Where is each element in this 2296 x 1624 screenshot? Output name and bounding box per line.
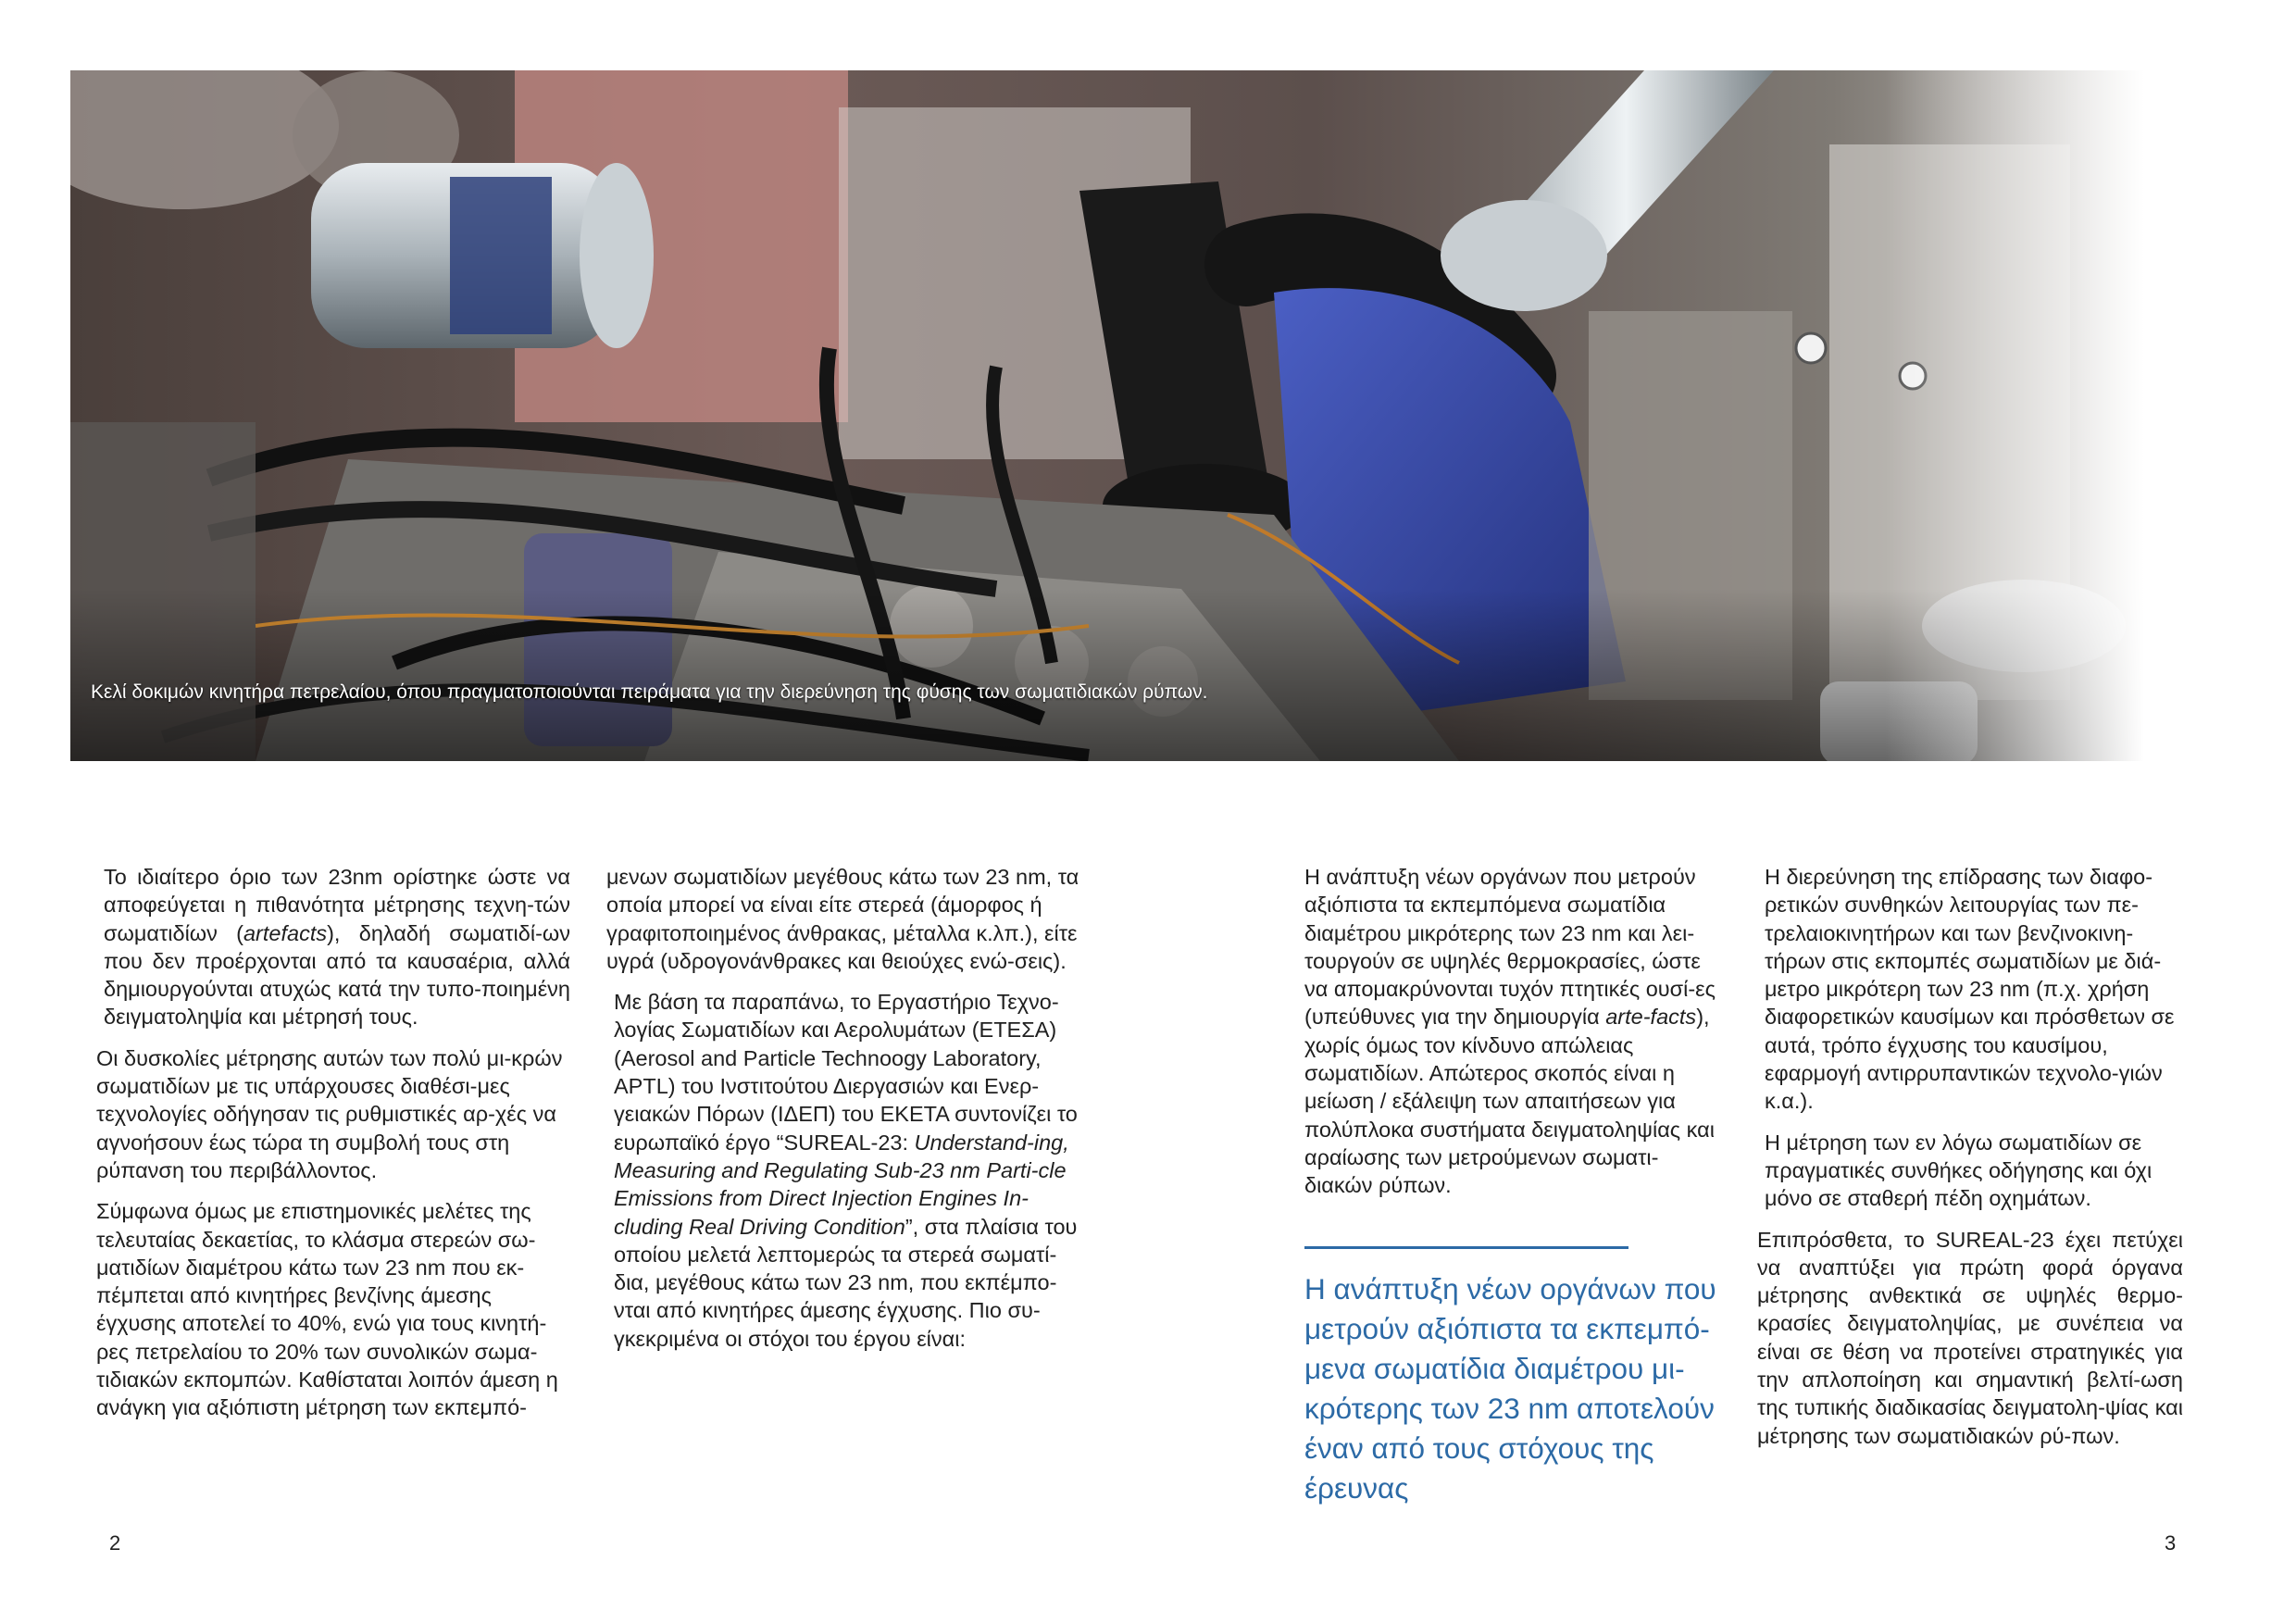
col2-p2-text-end: ”, στα πλαίσια του οποίου μελετά λεπτομερώς τα στερεά σωματί-δια, μεγέθους κάτω των 23 nm, που εκπέμπο-νται από κινητήρες άμεσης έγχυσης. Πιο συ-γκεκριμένα οι στόχοι του έργου είναι:	[614, 1214, 1078, 1351]
engine-photo-illustration	[70, 70, 2144, 761]
col4-paragraph-3: Επιπρόσθετα, το SUREAL-23 έχει πετύχει να αναπτύξει για πρώτη φορά όργανα μέτρησης ανθεκτικά σε υψηλές θερμο-κρασίες δειγματοληψίας, με συνέπεια να είναι σε θέση να προτείνει στρατηγικές για την απλοποίηση και σημαντική βελτί-ωση της τυπικής διαδικασίας δειγματολη-ψίας και μέτρησης των σωματιδιακών ρύ-πων.	[1757, 1227, 2183, 1448]
left-page-column-1	[96, 863, 570, 1435]
col1-paragraph-3: Σύμφωνα όμως με επιστημονικές μελέτες της τελευταίας δεκαετίας, το κλάσμα στερεών σω-ματιδίων διαμέτρου κάτω των 23 nm που εκ-πέμπεται από κινητήρες βενζίνης άμεσης έγχυσης αποτελεί το 40%, ενώ για τους κινητή-ρες πετρελαίου το 20% των συνολικών σωμα-τιδιακών εκπομπών. Καθίσταται λοιπόν άμεση η ανάγκη για αξιόπιστη μέτρηση των εκπεμπό-	[96, 1199, 558, 1420]
col3-p1-text: Η ανάπτυξη νέων οργάνων που μετρούν αξιόπιστα τα εκπεμπόμενα σωματίδια διαμέτρου μικρότερης των 23 nm και λει-τουργούν σε υψηλές θερμοκρασίες, ώστε να απομακρύνονται τυχόν πτητικές ουσί-ες (υπεύθυνες για την δημιουργία	[1304, 865, 1716, 1030]
pullquote-rule	[1304, 1246, 1628, 1249]
page-number-right: 3	[2165, 1531, 2177, 1555]
col2-p2-text: Με βάση τα παραπάνω, το Εργαστήριο Τεχνο-λογίας Σωματιδίων και Αερολυμάτων (ΕΤΕΣΑ) (Aerosol and Particle Technoogy Laboratory, APTL) του Ινστιτούτου Διεργασιών και Ενερ-γειακών Πόρων (ΙΔΕΠ) του ΕΚΕΤΑ συντονίζει το ευρωπαϊκό έργο “SUREAL-23:	[614, 990, 1078, 1155]
col3-p1-emphasis: arte-facts	[1605, 1005, 1697, 1030]
col4-paragraph-2: Η μέτρηση των εν λόγω σωματιδίων σε πραγματικές συνθήκες οδήγησης και όχι μόνο σε σταθερή πέδη οχημάτων.	[1765, 1130, 2152, 1211]
page-number-left: 2	[109, 1531, 121, 1555]
col3-paragraph-1	[1304, 863, 1721, 1200]
col4-paragraph-1: Η διερεύνηση της επίδρασης των διαφο-ρετικών συνθηκών λειτουργίας των πε-τρελαιοκινητήρων και των βενζινοκινη-τήρων στις εκπομπές σωματιδίων με διά-μετρο μικρότερη των 23 nm (π.χ. χρήση διαφορετικών καυσίμων και πρόσθετων σε αυτά, τρόπο έγχυσης του καυσίμου, εφαρμογή αντιρρυπαντικών τεχνολο-γιών κ.α.).	[1765, 865, 2175, 1114]
right-page-column-1	[1304, 863, 1721, 1508]
col1-p1-text: Το ιδιαίτερο όριο των 23nm ορίστηκε ώστε να αποφεύγεται η πιθανότητα μέτρησης τεχνη-τών σωματιδίων (	[104, 865, 570, 945]
col2-paragraph-1: μενων σωματιδίων μεγέθους κάτω των 23 nm, τα οποία μπορεί να είναι είτε στερεά (άμορφος ή γραφιτοποιημένος άνθρακας, μέταλλα κ.λπ.), είτε υγρά (υδρογονάνθρακες και θειούχες ενώ-σεις).	[606, 865, 1079, 973]
right-page-column-2	[1757, 863, 2183, 1463]
col2-p2-project-title: Understand-ing, Measuring and Regulating Sub-23 nm Parti-cle Emissions from Direct Injection Engines In-cluding Real Driving Condition	[614, 1130, 1069, 1239]
left-page-column-2	[606, 863, 1080, 1366]
col1-paragraph-2: Οι δυσκολίες μέτρησης αυτών των πολύ μι-κρών σωματιδίων με τις υπάρχουσες διαθέσι-μες τεχνολογίες οδήγησαν τις ρυθμιστικές αρ-χές να αγνοήσουν έως τώρα τη συμβολή τους στη ρύπανση του περιβάλλοντος.	[96, 1045, 563, 1182]
col1-paragraph-1	[96, 863, 570, 1031]
col2-paragraph-2	[606, 988, 1080, 1353]
photo-caption: Κελί δοκιμών κινητήρα πετρελαίου, όπου πραγματοποιούνται πειράματα για την διερεύνηση της φύσης των σωματιδιακών ρύπων.	[91, 681, 1208, 703]
col1-p1-emphasis: artefacts	[243, 920, 328, 945]
pullquote: Η ανάπτυξη νέων οργάνων που μετρούν αξιόπιστα τα εκπεμπό-μενα σωματίδια διαμέτρου μι-κρότερης των 23 nm αποτελούν έναν από τους στόχους της έρευνας	[1304, 1271, 1716, 1505]
col3-p1-text-end: ), χωρίς όμως τον κίνδυνο απώλειας σωματιδίων. Απώτερος σκοπός είναι η μείωση / εξάλειψη των απαιτήσεων για πολύπλοκα συστήματα δειγματοληψίας και αραίωσης των μετρούμενων σωματι-διακών ρύπων.	[1304, 1005, 1715, 1198]
engine-test-cell-photo	[70, 70, 2144, 761]
col1-p1-text-end: ), δηλαδή σωματιδί-ων που δεν προέρχονται από τα καυσαέρια, αλλά δημιουργούνται ατυχώς κατά την τυπο-ποιημένη δειγματοληψία και μέτρησή τους.	[104, 920, 570, 1030]
